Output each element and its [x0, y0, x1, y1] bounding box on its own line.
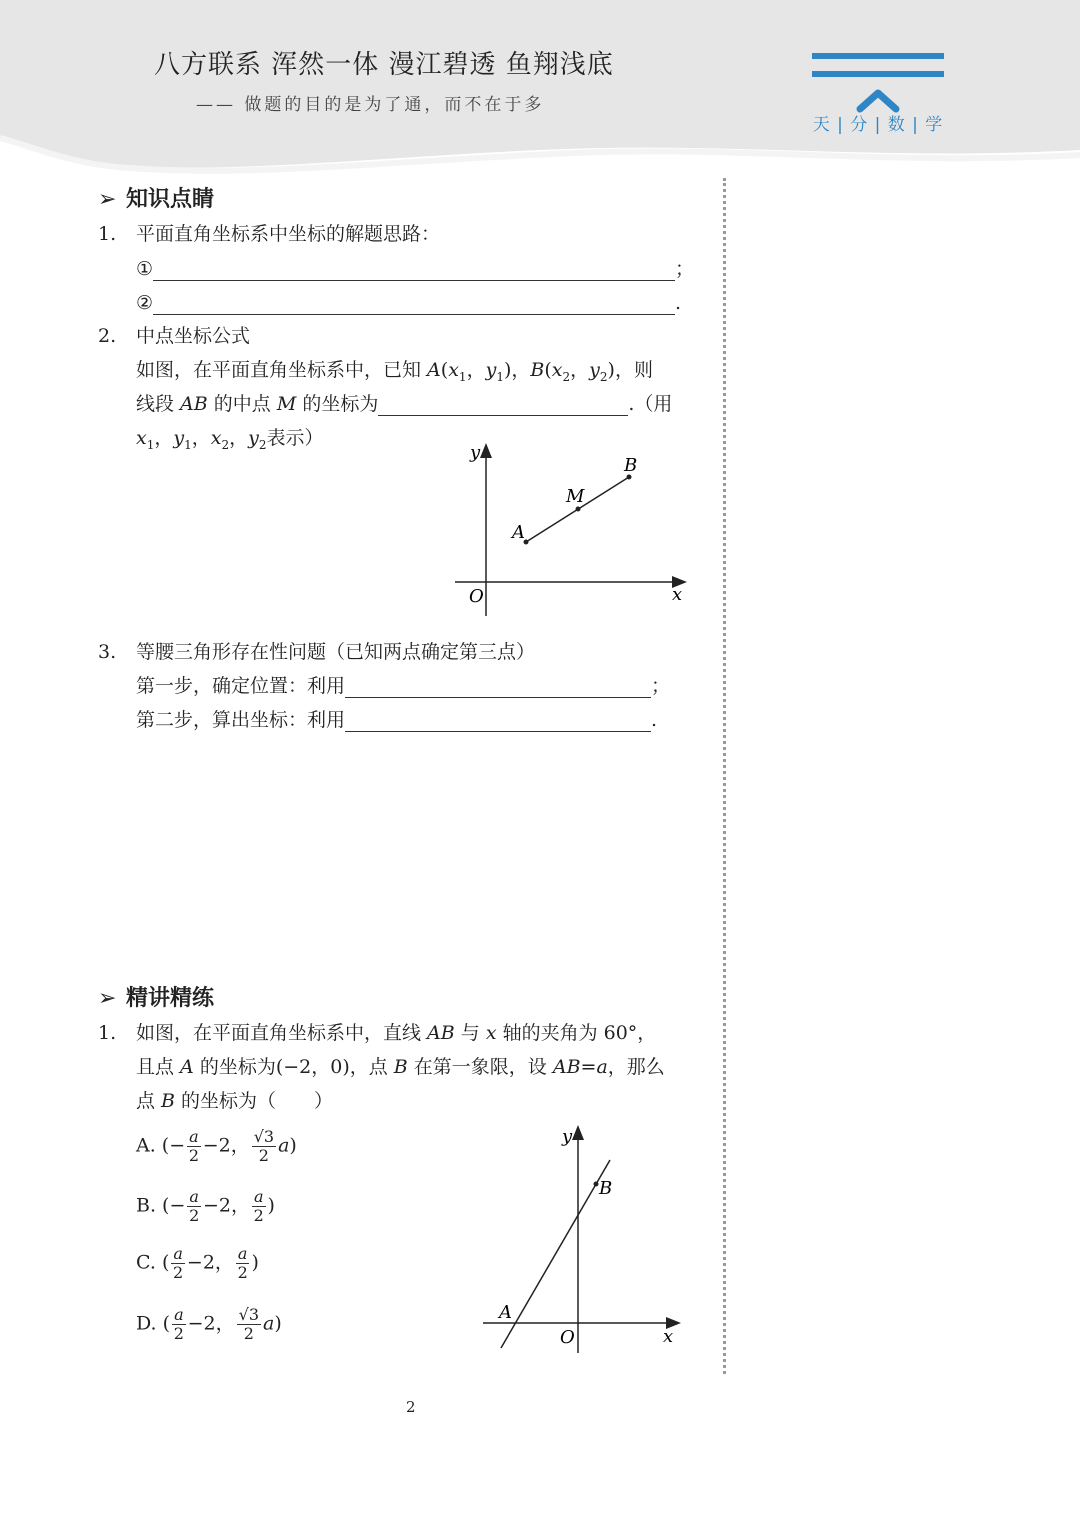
label-x: x	[672, 584, 683, 605]
item3-step2: 第二步，算出坐标：利用 .	[136, 709, 658, 731]
page-number: 2	[406, 1398, 416, 1416]
line-figure	[475, 1118, 690, 1363]
q1-line2: 且点 A 的坐标为(−2，0)，点 B 在第一象限，设 AB=a，那么	[136, 1056, 665, 1078]
label-a: A	[512, 522, 525, 543]
item3-step1: 第一步，确定位置：利用 ；	[136, 675, 671, 697]
q1-line3: 点 B 的坐标为（ ）	[136, 1090, 334, 1112]
item3-title: 等腰三角形存在性问题（已知两点确定第三点）	[136, 641, 536, 663]
q1-line1: 如图，在平面直角坐标系中，直线 AB 与 x 轴的夹角为 60°，	[136, 1022, 657, 1044]
item2-line2: 线段 AB 的中点 M 的坐标为 .（用	[136, 393, 673, 415]
option-b[interactable]: B. (− $\frac{a}{2}$ −2， $\frac{a}{2}$ )	[136, 1187, 275, 1225]
label-b: B	[624, 455, 638, 476]
label-a: A	[499, 1302, 512, 1323]
item1-blank1: ① ；	[136, 258, 695, 280]
brand-name: 天 | 分 | 数 | 学	[812, 115, 944, 135]
item-number: 1.	[98, 223, 117, 245]
label-y: y	[562, 1126, 573, 1147]
item1-text: 平面直角坐标系中坐标的解题思路：	[136, 223, 441, 245]
item2-line1: 如图，在平面直角坐标系中，已知 $A(x_1$，$y_1$)，$B(x_2$，$y_2$)，则	[136, 359, 653, 384]
label-b: B	[599, 1178, 613, 1199]
item1-blank2: ② .	[136, 292, 682, 314]
header-subtitle: —— 做题的目的是为了通，而不在于多	[196, 95, 545, 115]
item2-title: 中点坐标公式	[136, 325, 251, 347]
point-b	[594, 1182, 599, 1187]
section-practice-heading: ➢ 精讲精练	[98, 986, 215, 1011]
item2-line3: $x_1$，$y_1$，$x_2$，$y_2$表示）	[136, 427, 324, 452]
answer-blank[interactable]	[345, 675, 651, 698]
option-a[interactable]: A. (− $\frac{a}{2}$ −2， $\frac{√3}{2}$ a)	[136, 1127, 297, 1165]
label-y: y	[470, 442, 481, 463]
label-o: O	[560, 1327, 575, 1348]
item-number: 3.	[98, 641, 117, 663]
section-knowledge-heading: ➢ 知识点睛	[98, 187, 215, 212]
line-ab	[501, 1160, 613, 1348]
option-d[interactable]: D. ( $\frac{a}{2}$ −2， $\frac{√3}{2}$ a)	[136, 1305, 282, 1343]
answer-blank[interactable]	[153, 292, 675, 315]
label-x: x	[663, 1326, 674, 1347]
label-m: M	[566, 486, 585, 507]
label-o: O	[469, 586, 484, 607]
answer-blank[interactable]	[345, 709, 651, 732]
arrow-icon: ➢	[98, 986, 117, 1011]
header-slogan: 八方联系 浑然一体 漫江碧透 鱼翔浅底	[154, 50, 614, 80]
answer-blank[interactable]	[378, 393, 628, 416]
column-divider	[723, 178, 726, 1374]
answer-blank[interactable]	[153, 258, 675, 281]
item-number: 2.	[98, 325, 117, 347]
arrow-icon: ➢	[98, 187, 117, 212]
option-c[interactable]: C. ( $\frac{a}{2}$ −2， $\frac{a}{2}$ )	[136, 1244, 259, 1282]
question-number: 1.	[98, 1022, 117, 1044]
midpoint-figure	[440, 438, 700, 618]
point-m	[576, 507, 581, 512]
